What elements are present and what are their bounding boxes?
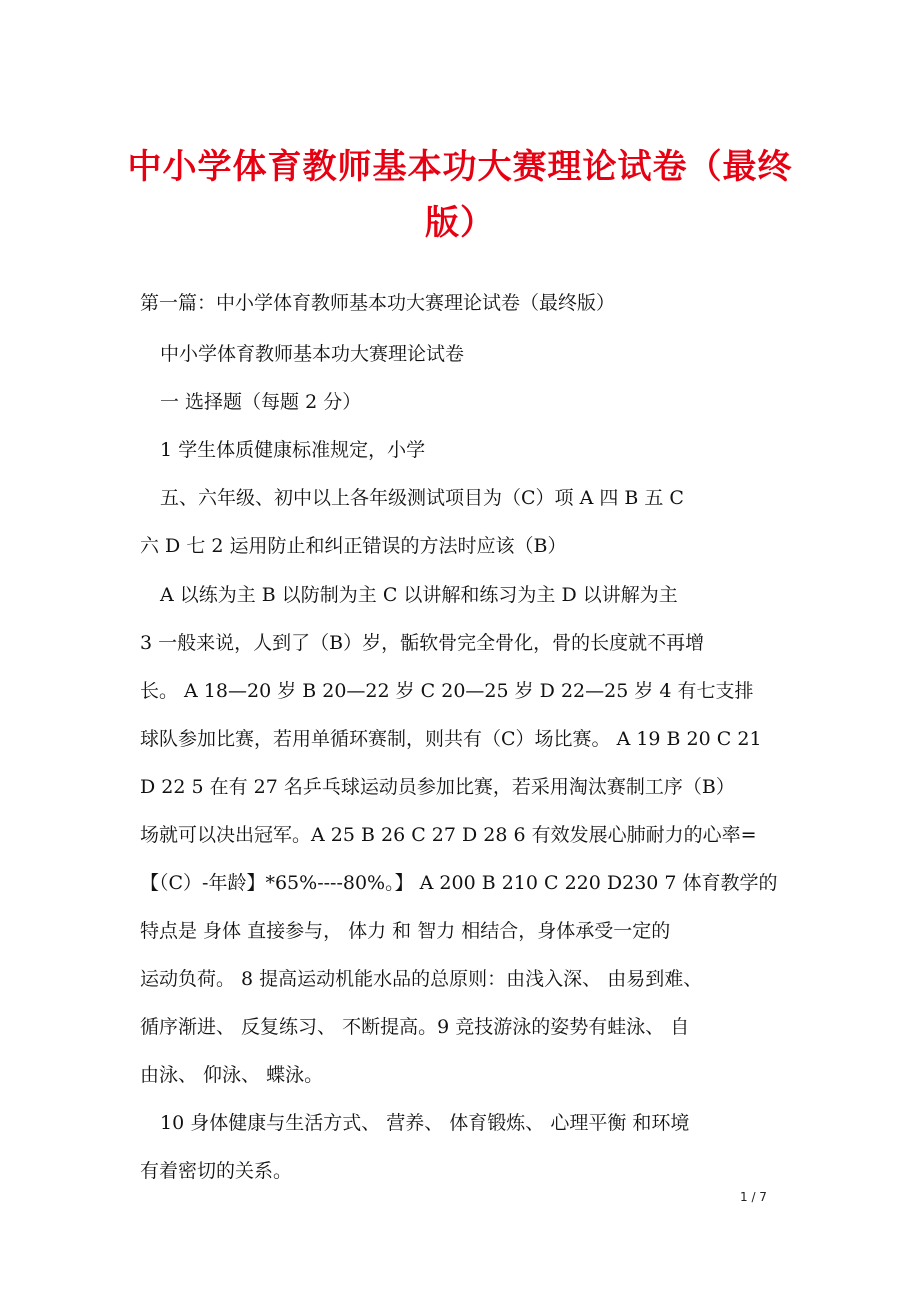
section-heading: 第一篇：中小学体育教师基本功大赛理论试卷（最终版） [140,292,616,314]
body-line: 循序渐进、 反复练习、 不断提高。9 竞技游泳的姿势有蛙泳、 自 [140,1016,690,1038]
body-line: 特点是 身体 直接参与， 体力 和 智力 相结合，身体承受一定的 [140,920,671,942]
body-line: 10 身体健康与生活方式、 营养、 体育锻炼、 心理平衡 和环境 [160,1112,690,1134]
body-line: 由泳、 仰泳、 蝶泳。 [140,1064,324,1086]
paper-title: 中小学体育教师基本功大赛理论试卷 [160,343,465,365]
body-line: 六 D 七 2 运用防止和纠正错误的方法时应该（B） [140,535,567,557]
body-line: A 以练为主 B 以防制为主 C 以讲解和练习为主 D 以讲解为主 [160,584,678,606]
body-line: 【（C）-年龄】*65%----80%。】 A 200 B 210 C 220 D230 7 体育教学的 [140,872,778,894]
document-title-line-2: 版） [425,203,495,243]
body-line: 球队参加比赛，若用单循环赛制，则共有（C）场比赛。 A 19 B 20 C 21 [140,728,762,750]
body-line: 场就可以决出冠军。A 25 B 26 C 27 D 28 6 有效发展心肺耐力的心率= [140,824,757,846]
document-title-line-1: 中小学体育教师基本功大赛理论试卷（最终 [127,147,793,187]
body-line: D 22 5 在有 27 名乒乓球运动员参加比赛，若采用淘汰赛制工序（B） [140,776,735,798]
body-line: 五、六年级、初中以上各年级测试项目为（C）项 A 四 B 五 C [160,487,684,509]
page-number: 1 / 7 [740,1190,767,1204]
body-line: 长。 A 18—20 岁 B 20—22 岁 C 20—25 岁 D 22—25 岁 4 有七支排 [140,680,754,702]
body-line: 运动负荷。 8 提高运动机能水品的总原则：由浅入深、 由易到难、 [140,968,703,990]
body-line: 3 一般来说，人到了（B）岁，骺软骨完全骨化，骨的长度就不再增 [140,632,705,654]
body-line: 1 学生体质健康标准规定，小学 [160,439,426,461]
question-section-heading: 一 选择题（每题 2 分） [160,391,362,413]
body-line: 有着密切的关系。 [140,1160,293,1182]
